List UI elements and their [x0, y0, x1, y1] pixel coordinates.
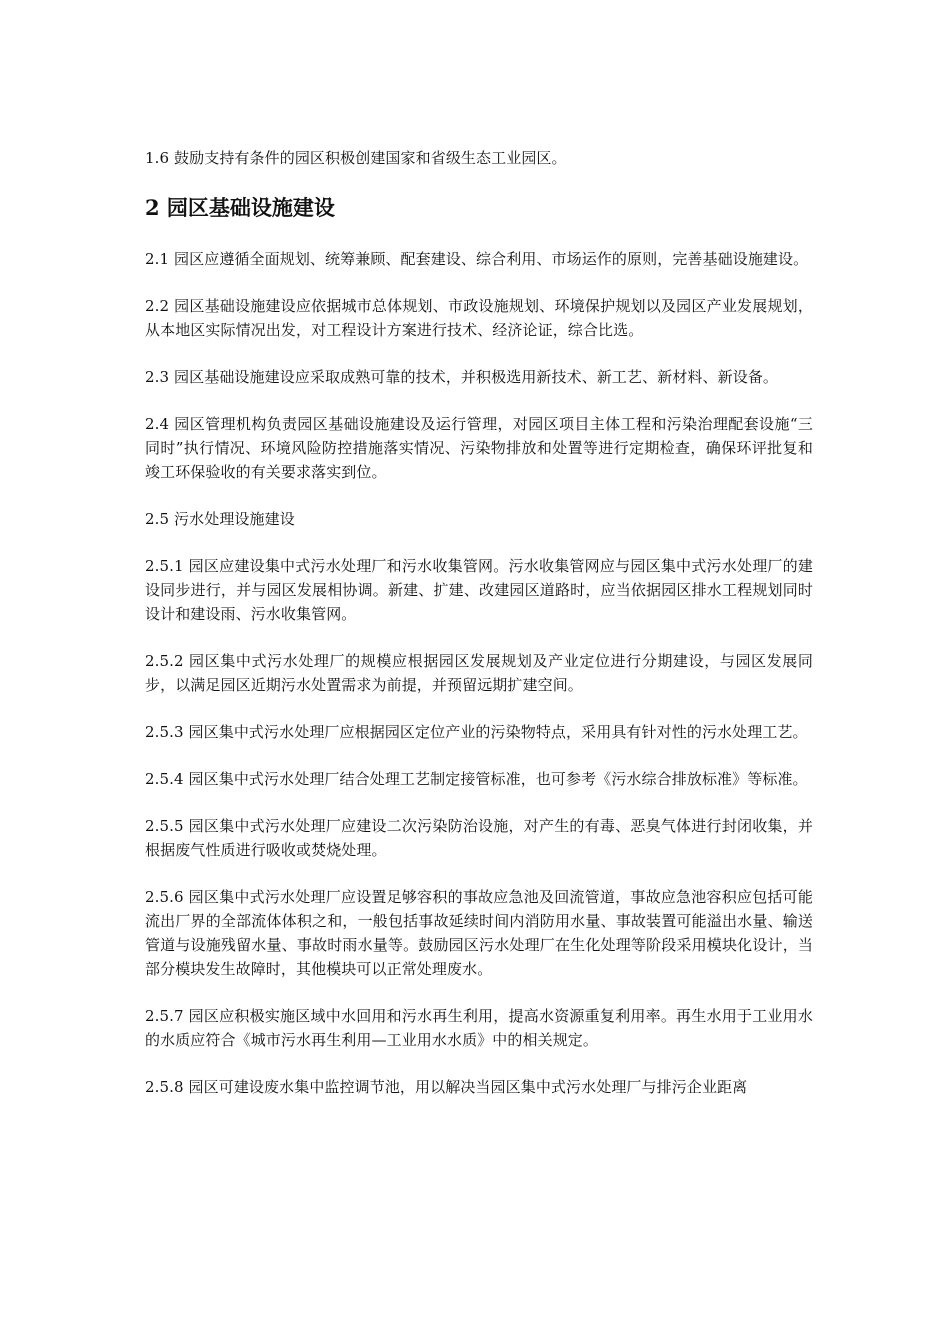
paragraph-2-1: 2.1 园区应遵循全面规划、统筹兼顾、配套建设、综合利用、市场运作的原则，完善基础设施建设。 [145, 250, 809, 268]
paragraph-2-5-3: 2.5.3 园区集中式污水处理厂应根据园区定位产业的污染物特点，采用具有针对性的污水处理工艺。 [145, 723, 808, 741]
paragraph-2-5: 2.5 污水处理设施建设 [145, 510, 295, 528]
paragraph-2-5-6: 2.5.6 园区集中式污水处理厂应设置足够容积的事故应急池及回流管道，事故应急池容积应包括可能流出厂界的全部流体体积之和，一般包括事故延续时间内消防用水量、事故装置可能溢出水量、输送管道与设施残留水量、事故时雨水量等。鼓励园区污水处理厂在生化处理等阶段采用模块化设计，当部分模块发生故障时，其他模块可以正常处理废水。 [145, 888, 813, 978]
paragraph-1-6: 1.6 鼓励支持有条件的园区积极创建国家和省级生态工业园区。 [145, 149, 567, 167]
section-heading: 2 园区基础设施建设 [145, 195, 335, 220]
paragraph-2-5-7: 2.5.7 园区应积极实施区域中水回用和污水再生利用，提高水资源重复利用率。再生水用于工业用水的水质应符合《城市污水再生利用—工业用水水质》中的相关规定。 [145, 1007, 813, 1049]
paragraph-2-5-8: 2.5.8 园区可建设废水集中监控调节池，用以解决当园区集中式污水处理厂与排污企业距离 [145, 1078, 748, 1096]
paragraph-2-5-2: 2.5.2 园区集中式污水处理厂的规模应根据园区发展规划及产业定位进行分期建设，与园区发展同步，以满足园区近期污水处置需求为前提，并预留远期扩建空间。 [145, 652, 813, 694]
paragraph-2-5-5: 2.5.5 园区集中式污水处理厂应建设二次污染防治设施，对产生的有毒、恶臭气体进行封闭收集，并根据废气性质进行吸收或焚烧处理。 [145, 817, 813, 859]
paragraph-2-2: 2.2 园区基础设施建设应依据城市总体规划、市政设施规划、环境保护规划以及园区产业发展规划，从本地区实际情况出发，对工程设计方案进行技术、经济论证，综合比选。 [145, 297, 813, 339]
paragraph-2-3: 2.3 园区基础设施建设应采取成熟可靠的技术，并积极选用新技术、新工艺、新材料、新设备。 [145, 368, 779, 386]
document-body [145, 146, 813, 1122]
paragraph-2-5-4: 2.5.4 园区集中式污水处理厂结合处理工艺制定接管标准，也可参考《污水综合排放标准》等标准。 [145, 770, 808, 788]
paragraph-2-4: 2.4 园区管理机构负责园区基础设施建设及运行管理，对园区项目主体工程和污染治理配套设施“三同时”执行情况、环境风险防控措施落实情况、污染物排放和处置等进行定期检查，确保环评批复和竣工环保验收的有关要求落实到位。 [145, 415, 813, 481]
paragraph-2-5-1: 2.5.1 园区应建设集中式污水处理厂和污水收集管网。污水收集管网应与园区集中式污水处理厂的建设同步进行，并与园区发展相协调。新建、扩建、改建园区道路时，应当依据园区排水工程规划同时设计和建设雨、污水收集管网。 [145, 557, 813, 623]
